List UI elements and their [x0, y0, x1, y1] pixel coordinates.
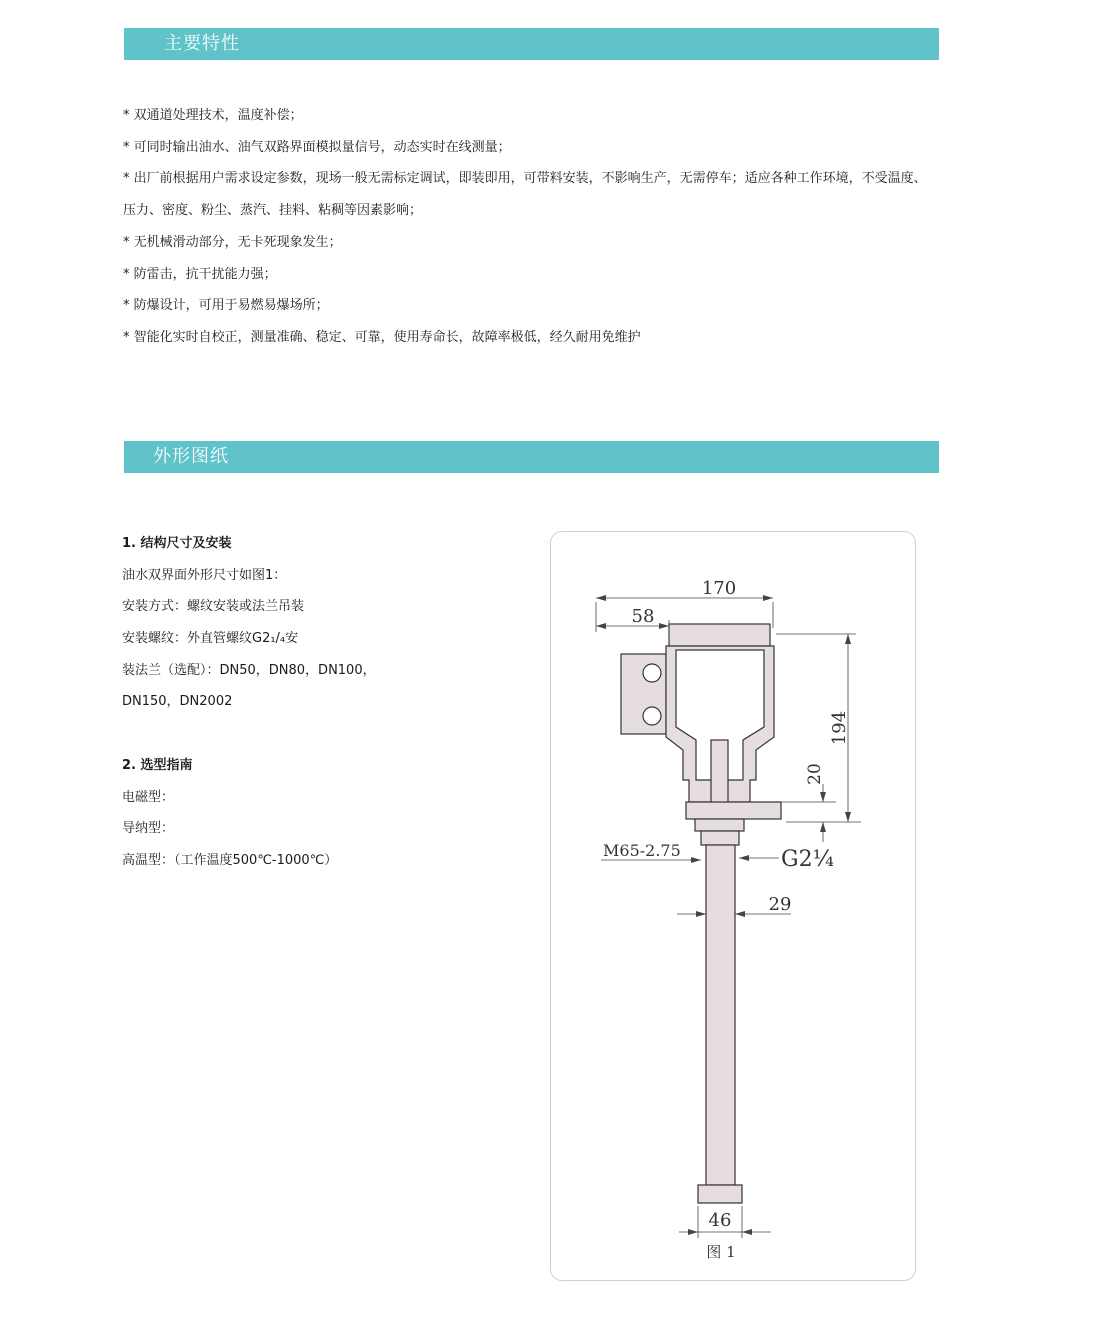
feature-item: 压力、密度、粉尘、蒸汽、挂料、粘稠等因素影响； — [123, 203, 423, 219]
feature-item: * 无机械滑动部分，无卡死现象发生； — [123, 234, 342, 250]
thread-label-g2: G2¼ — [781, 847, 834, 872]
dim-label-170: 170 — [701, 578, 737, 599]
figure-caption: 图 1 — [706, 1243, 736, 1261]
cable-entry-lower — [643, 707, 661, 725]
feature-item: * 出厂前根据用户需求设定参数，现场一般无需标定调试，即装即用，可带料安装，不影响生产，无需停车；适应各种工作环境，不受温度、 — [123, 171, 927, 187]
dim-label-46: 46 — [708, 1210, 732, 1231]
structure-line: 安装方式：螺纹安装或法兰吊装 — [122, 599, 305, 615]
dim-label-20: 20 — [805, 763, 825, 785]
spec-text-column — [122, 528, 482, 877]
dim-label-29: 29 — [768, 894, 792, 915]
flange-plate — [686, 802, 781, 819]
feature-item: * 防爆设计，可用于易燃易爆场所； — [123, 298, 329, 314]
feature-item: * 防雷击，抗干扰能力强； — [123, 266, 277, 282]
technical-drawing — [551, 532, 917, 1282]
selection-line: 导纳型： — [122, 821, 175, 837]
cable-entry-upper — [643, 664, 661, 682]
section-header-drawing — [124, 441, 939, 473]
technical-drawing-panel — [550, 531, 916, 1281]
probe-tip — [698, 1185, 742, 1203]
probe-rod — [706, 845, 735, 1185]
feature-item: * 双通道处理技术，温度补偿； — [123, 108, 303, 123]
dim-label-194: 194 — [829, 710, 850, 746]
selection-line: 高温型：（工作温度500℃-1000℃） — [122, 852, 338, 868]
structure-line: DN150，DN2002 — [122, 694, 233, 710]
thread-collar — [695, 819, 744, 831]
section-title-features: 主要特性 — [164, 33, 240, 54]
structure-heading: 1. 结构尺寸及安装 — [122, 536, 232, 551]
feature-list — [123, 100, 943, 354]
selection-heading: 2. 选型指南 — [122, 757, 193, 773]
selection-line: 电磁型： — [122, 789, 175, 805]
housing-cap — [669, 624, 770, 646]
section-header-features — [124, 28, 939, 60]
thread-label-m65: M65-2.75 — [603, 841, 681, 860]
structure-line: 装法兰（选配）：DN50，DN80，DN100， — [122, 662, 376, 678]
feature-item: * 智能化实时自校正，测量准确、稳定、可靠，使用寿命长，故障率极低，经久耐用免维护 — [123, 329, 641, 345]
section-title-drawing: 外形图纸 — [153, 446, 229, 467]
thread-nipple — [701, 831, 739, 845]
structure-line: 安装螺纹：外直管螺纹G2₁/₄安 — [122, 631, 299, 647]
dim-label-58: 58 — [631, 606, 655, 627]
structure-line: 油水双界面外形尺寸如图1： — [122, 567, 287, 583]
feature-item: * 可同时输出油水、油气双路界面模拟量信号，动态实时在线测量； — [123, 139, 511, 155]
